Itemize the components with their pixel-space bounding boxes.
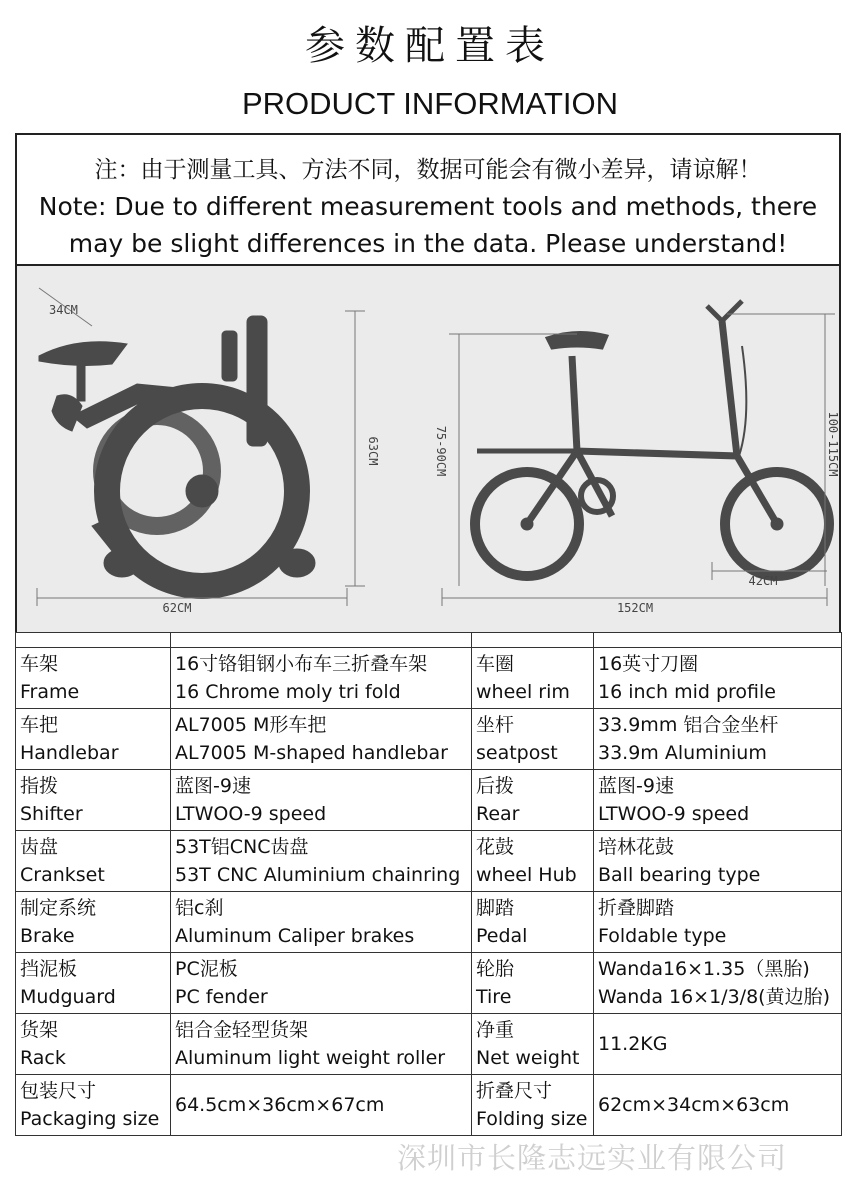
folded-height-label: 63CM bbox=[366, 436, 380, 466]
spec-value-cell bbox=[594, 648, 842, 709]
spec-label-cn: 折叠尺寸 bbox=[476, 1080, 553, 1102]
spec-label-cn: 车把 bbox=[20, 714, 59, 736]
spec-value-cn: 62cm×34cm×63cm bbox=[598, 1094, 790, 1116]
spec-label-en: wheel rim bbox=[476, 681, 570, 703]
spec-label-cell bbox=[472, 1075, 594, 1136]
spec-label-cn: 后拨 bbox=[476, 775, 515, 797]
spec-label-cell bbox=[472, 892, 594, 953]
page-title-en: PRODUCT INFORMATION bbox=[241, 86, 618, 121]
note-cn: 注：由于测量工具、方法不同，数据可能会有微小差异，请谅解！ bbox=[94, 157, 762, 183]
spec-label-cell bbox=[472, 709, 594, 770]
spec-value-en: Aluminum light weight roller bbox=[175, 1047, 446, 1069]
wheel-dimension-label: 42CM bbox=[748, 574, 778, 588]
folded-width-label: 62CM bbox=[162, 601, 192, 615]
spec-label-cn: 货架 bbox=[20, 1019, 59, 1041]
folded-depth-label: 34CM bbox=[49, 303, 78, 317]
spec-label-cell bbox=[16, 892, 171, 953]
spec-value-cn: 蓝图-9速 bbox=[175, 775, 251, 797]
spec-value-cn: 折叠脚踏 bbox=[598, 897, 675, 919]
spec-value-cn: PC泥板 bbox=[175, 958, 238, 980]
spec-value-en: PC fender bbox=[175, 986, 268, 1008]
spec-value-en: Ball bearing type bbox=[598, 864, 761, 886]
spec-value-cell bbox=[594, 953, 842, 1014]
spec-value-cell bbox=[171, 953, 472, 1014]
spec-label-en: Frame bbox=[20, 681, 80, 703]
spec-value-cell bbox=[171, 770, 472, 831]
spec-label-cell bbox=[16, 1014, 171, 1075]
unfolded-bike-illustration bbox=[475, 301, 829, 576]
spec-label-cell bbox=[16, 953, 171, 1014]
spec-value-cell bbox=[594, 831, 842, 892]
spec-value-cn: 蓝图-9速 bbox=[598, 775, 674, 797]
spec-value-en: Aluminum Caliper brakes bbox=[175, 925, 415, 947]
seat-height-label: 75-90CM bbox=[434, 425, 448, 477]
folded-bike-illustration bbox=[39, 316, 315, 586]
bike-dimension-diagram bbox=[15, 266, 841, 632]
spec-label-cell bbox=[16, 1075, 171, 1136]
spec-label-en: Packaging size bbox=[20, 1108, 160, 1130]
spec-label-en: seatpost bbox=[476, 742, 558, 764]
spec-value-cn: 铝c刹 bbox=[175, 897, 224, 919]
spec-label-en: Mudguard bbox=[20, 986, 116, 1008]
page-title-cn: 参数配置表 bbox=[305, 23, 555, 69]
spec-value-cn: 64.5cm×36cm×67cm bbox=[175, 1094, 385, 1116]
spec-value-en: Foldable type bbox=[598, 925, 727, 947]
spec-label-en: Handlebar bbox=[20, 742, 119, 764]
spec-label-en: Folding size bbox=[476, 1108, 588, 1130]
spec-value-cn: 16寸铬钼钢小布车三折叠车架 bbox=[175, 653, 428, 675]
unfolded-dimension-lines bbox=[442, 314, 835, 606]
spec-label-cell bbox=[472, 770, 594, 831]
spec-value-en: 16 inch mid profile bbox=[598, 681, 776, 703]
spec-label-cn: 脚踏 bbox=[476, 897, 515, 919]
spec-label-cn: 净重 bbox=[476, 1019, 515, 1041]
spec-value-cell bbox=[594, 892, 842, 953]
spec-label-cn: 坐杆 bbox=[476, 714, 515, 736]
spec-label-cell bbox=[472, 648, 594, 709]
spec-value-en: 53T CNC Aluminium chainring bbox=[175, 864, 461, 886]
spec-value-cn: AL7005 M形车把 bbox=[175, 714, 327, 736]
spec-value-cell bbox=[171, 1075, 472, 1136]
spec-label-cn: 挡泥板 bbox=[20, 958, 78, 980]
spec-value-en: 16 Chrome moly tri fold bbox=[175, 681, 401, 703]
spec-label-cell bbox=[16, 770, 171, 831]
spec-value-cell bbox=[171, 1014, 472, 1075]
spec-value-en: LTWOO-9 speed bbox=[175, 803, 327, 825]
spec-value-cell bbox=[171, 648, 472, 709]
measurement-note bbox=[15, 133, 841, 266]
spec-label-en: Crankset bbox=[20, 864, 105, 886]
spec-value-cell bbox=[594, 770, 842, 831]
spec-row bbox=[16, 1075, 842, 1136]
spec-value-cn: 33.9mm 铝合金坐杆 bbox=[598, 714, 779, 736]
unfolded-length-label: 152CM bbox=[616, 601, 654, 615]
spec-label-cn: 指拨 bbox=[20, 775, 59, 797]
spec-value-cell bbox=[171, 892, 472, 953]
spec-value-cn: Wanda16×1.35（黑胎) bbox=[598, 958, 810, 980]
spec-label-cn: 轮胎 bbox=[476, 958, 515, 980]
spec-table bbox=[15, 632, 842, 1136]
spec-label-cell bbox=[16, 709, 171, 770]
spec-value-en: LTWOO-9 speed bbox=[598, 803, 750, 825]
spec-label-en: Rear bbox=[476, 803, 520, 825]
spec-label-en: wheel Hub bbox=[476, 864, 577, 886]
spec-row bbox=[16, 1014, 842, 1075]
spec-value-cn: 11.2KG bbox=[598, 1033, 668, 1055]
spec-label-cn: 齿盘 bbox=[20, 836, 59, 858]
spec-row bbox=[16, 770, 842, 831]
spec-row bbox=[16, 648, 842, 709]
dimension-drawing bbox=[17, 266, 843, 632]
spec-value-en: AL7005 M-shaped handlebar bbox=[175, 742, 448, 764]
spec-label-cn: 包装尺寸 bbox=[20, 1080, 97, 1102]
spec-label-cn: 花鼓 bbox=[476, 836, 515, 858]
spec-row bbox=[16, 953, 842, 1014]
spec-row bbox=[16, 892, 842, 953]
spec-label-en: Shifter bbox=[20, 803, 83, 825]
spec-label-en: Brake bbox=[20, 925, 75, 947]
spec-value-cell bbox=[594, 1014, 842, 1075]
spec-row bbox=[16, 831, 842, 892]
spec-label-cn: 车圈 bbox=[476, 653, 515, 675]
note-en: Note: Due to different measurement tools and methods, there may be slight differences in the data. Please understand! bbox=[38, 192, 818, 258]
spec-table-body bbox=[16, 648, 842, 1136]
spec-value-cell bbox=[594, 709, 842, 770]
spec-label-en: Tire bbox=[476, 986, 512, 1008]
spec-value-en: 33.9m Aluminium bbox=[598, 742, 767, 764]
spec-label-cell bbox=[472, 1014, 594, 1075]
spec-value-cn: 53T铝CNC齿盘 bbox=[175, 836, 309, 858]
spec-value-cn: 铝合金轻型货架 bbox=[175, 1019, 309, 1041]
spec-label-cell bbox=[472, 953, 594, 1014]
company-watermark: 深圳市长隆志远实业有限公司 bbox=[397, 1141, 788, 1175]
spec-value-cell bbox=[594, 1075, 842, 1136]
spec-value-cn: 培林花鼓 bbox=[598, 836, 675, 858]
spec-label-en: Pedal bbox=[476, 925, 528, 947]
spec-label-cell bbox=[16, 648, 171, 709]
spec-row bbox=[16, 709, 842, 770]
spec-value-cell bbox=[171, 709, 472, 770]
spec-label-cn: 车架 bbox=[20, 653, 59, 675]
spec-table-spacer-row bbox=[16, 633, 842, 648]
spec-label-cell bbox=[16, 831, 171, 892]
spec-label-en: Rack bbox=[20, 1047, 66, 1069]
spec-value-en: Wanda 16×1/3/8(黄边胎) bbox=[598, 986, 830, 1008]
spec-label-cn: 制定系统 bbox=[20, 897, 97, 919]
spec-value-cell bbox=[171, 831, 472, 892]
spec-label-cell bbox=[472, 831, 594, 892]
spec-label-en: Net weight bbox=[476, 1047, 580, 1069]
spec-value-cn: 16英寸刀圈 bbox=[598, 653, 699, 675]
handle-height-label: 100-115CM bbox=[826, 411, 840, 477]
